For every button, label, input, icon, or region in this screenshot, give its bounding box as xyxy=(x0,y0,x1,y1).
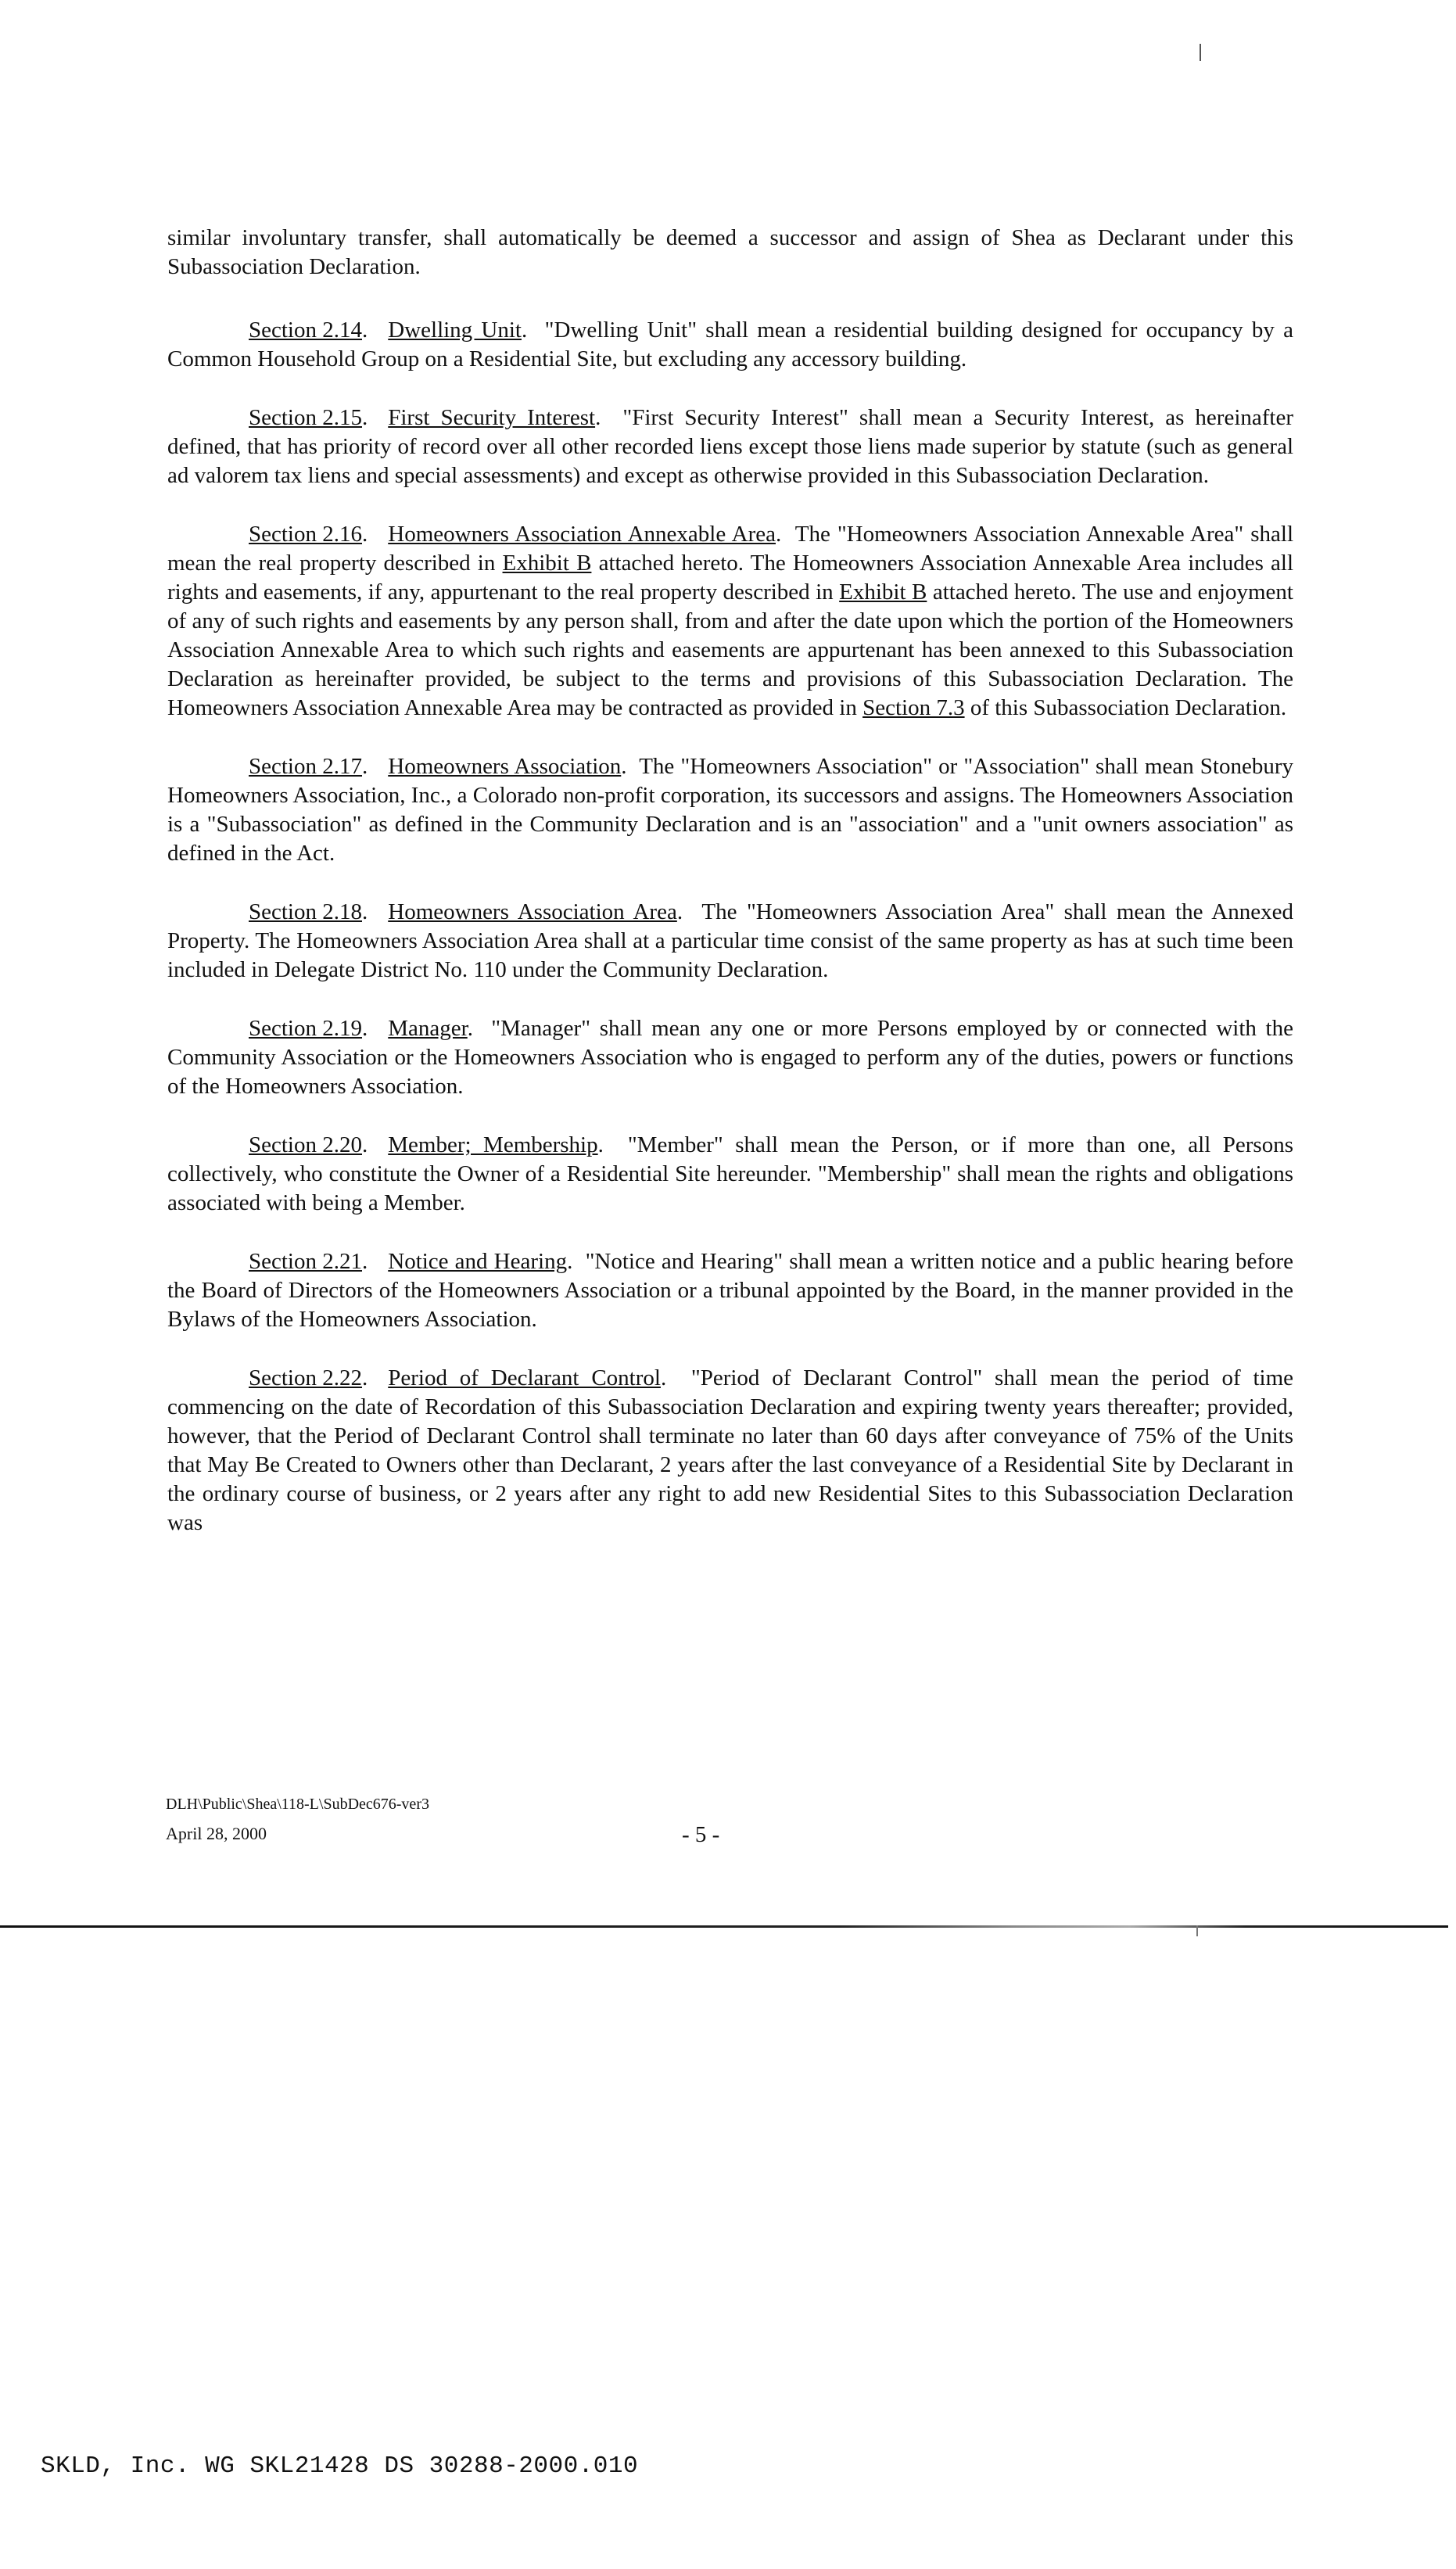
continuation-paragraph xyxy=(167,224,1293,282)
exhibit-b-reference: Exhibit B xyxy=(502,551,592,576)
section-2-22: Section 2.22. Period of Declarant Control. "Period of Declarant Control" shall mean the period of time commencing on the date of Recordation of this Subassociation Declaration and expiring twenty years thereafter; provided, however, that the Period of Declarant Control shall terminate no later than 60 days after conveyance of 75% of the Units that May Be Created to Owners other than Declarant, 2 years after the last conveyance of a Residential Site by Declarant in the ordinary course of business, or 2 years after any right to add new Residential Sites to this Subassociation Declaration was xyxy=(167,1365,1294,1535)
section-text: "Notice and Hearing" shall mean a written notice and a public hearing before the Board of Directors of the Homeowners Association or a tribunal appointed by the Board, in the manner provided in the Bylaws of the Homeowners Association. xyxy=(167,1249,1294,1332)
section-number: Section 2.20 xyxy=(249,1132,362,1157)
section-text: "Dwelling Unit" shall mean a residential building designed for occupancy by a Common Household Group on a Residential Site, but excluding any accessory building. xyxy=(167,318,1293,371)
section-text: "Manager" shall mean any one or more Persons employed by or connected with the Community Association or the Homeowners Association who is engaged to perform any of the duties, powers or functions of the Homeowners Association. xyxy=(167,1016,1293,1099)
section-2-18: Section 2.18. Homeowners Association Area. The "Homeowners Association Area" shall mean the Annexed Property. The Homeowners Association Area shall at a particular time consist of the same property as has at such time been included in Delegate District No. 110 under the Community Declaration. xyxy=(167,899,1293,982)
footer-file-path: DLH\Public\Shea\118-L\SubDec676-ver3 xyxy=(166,1796,429,1813)
defined-term: Homeowners Association Annexable Area xyxy=(388,522,776,547)
section-text: The "Homeowners Association" or "Association" shall mean Stonebury Homeowners Association, Inc., a Colorado non-profit corporation, its successors and assigns. The Homeowners Association is a "Subassociation" as defined in the Community Declaration and is an "association" and a "unit owners association" as defined in the Act. xyxy=(167,754,1293,866)
section-number: Section 2.14 xyxy=(249,318,362,343)
section-number: Section 2.19 xyxy=(249,1016,362,1041)
exhibit-b-reference: Exhibit B xyxy=(839,579,927,605)
defined-term: Dwelling Unit xyxy=(388,318,522,343)
recording-stamp: SKLD, Inc. WG SKL21428 DS 30288-2000.010 xyxy=(41,2452,639,2480)
continuation-text: similar involuntary transfer, shall automatically be deemed a successor and assign of Shea as Declarant under this Subassociation Declaration. xyxy=(167,225,1293,279)
section-text: of this Subassociation Declaration. xyxy=(970,695,1287,720)
section-text: The "Homeowners Association Area" shall mean the Annexed Property. The Homeowners Association Area shall at a particular time consist of the same property as has at such time been included in Delegate District No. 110 under the Community Declaration. xyxy=(167,899,1293,982)
divider-tick-mark xyxy=(1196,1925,1198,1936)
section-text: attached hereto. The Homeowners Association Annexable Area includes all rights and easements, if any, appurtenant to the real property described in xyxy=(167,551,1294,605)
page-divider-line xyxy=(0,1925,1448,1928)
page-number: - 5 - xyxy=(682,1822,720,1847)
section-2-19: Section 2.19. Manager. "Manager" shall mean any one or more Persons employed by or connected with the Community Association or the Homeowners Association who is engaged to perform any of the duties, powers or functions of the Homeowners Association. xyxy=(167,1016,1293,1099)
defined-term: Member; Membership xyxy=(388,1132,598,1157)
section-number: Section 2.17 xyxy=(249,754,362,779)
defined-term: Period of Declarant Control xyxy=(388,1365,661,1390)
defined-term: Manager xyxy=(388,1016,468,1041)
section-7-3-reference: Section 7.3 xyxy=(862,695,965,720)
section-number: Section 2.22 xyxy=(249,1365,362,1390)
defined-term: Homeowners Association xyxy=(388,754,622,779)
section-2-21: Section 2.21. Notice and Hearing. "Notice and Hearing" shall mean a written notice and a public hearing before the Board of Directors of the Homeowners Association or a tribunal appointed by the Board, in the manner provided in the Bylaws of the Homeowners Association. xyxy=(167,1249,1294,1332)
section-number: Section 2.18 xyxy=(249,899,362,924)
footer-date: April 28, 2000 xyxy=(166,1824,267,1843)
section-2-16: Section 2.16. Homeowners Association Annexable Area. The "Homeowners Association Annexable Area" shall mean the real property described in Exhibit B attached hereto. The Homeowners Association Annexable Area includes all rights and easements, if any, appurtenant to the real property described in Exhibit B attached hereto. The use and enjoyment of any of such rights and easements by any person shall, from and after the date upon which the portion of the Homeowners Association Annexable Area to which such rights and easements are appurtenant has been annexed to this Subassociation Declaration as hereinafter provided, be subject to the terms and provisions of this Subassociation Declaration. The Homeowners Association Annexable Area may be contracted as provided in Section 7.3 of this Subassociation Declaration. xyxy=(167,522,1294,720)
document-body xyxy=(167,224,1293,1567)
scan-tick-mark xyxy=(1200,44,1201,61)
section-2-20: Section 2.20. Member; Membership. "Member" shall mean the Person, or if more than one, all Persons collectively, who constitute the Owner of a Residential Site hereunder. "Membership" shall mean the rights and obligations associated with being a Member. xyxy=(167,1132,1293,1215)
defined-term: Homeowners Association Area xyxy=(388,899,677,924)
section-text: "Member" shall mean the Person, or if more than one, all Persons collectively, who constitute the Owner of a Residential Site hereunder. "Membership" shall mean the rights and obligations associated with being a Member. xyxy=(167,1132,1293,1215)
defined-term: Notice and Hearing xyxy=(388,1249,568,1274)
section-text: attached hereto. The use and enjoyment of any of such rights and easements by any person shall, from and after the date upon which the portion of the Homeowners Association Annexable Area to which such rights and easements are appurtenant has been annexed to this Subassociation Declaration as hereinafter provided, be subject to the terms and provisions of this Subassociation Declaration. The Homeowners Association Annexable Area may be contracted as provided in xyxy=(167,579,1293,720)
section-2-14: Section 2.14. Dwelling Unit. "Dwelling Unit" shall mean a residential building designed for occupancy by a Common Household Group on a Residential Site, but excluding any accessory building. xyxy=(167,318,1293,371)
section-number: Section 2.16 xyxy=(249,522,362,547)
section-text: The "Homeowners Association Annexable Area" shall mean the real property described in xyxy=(167,522,1294,576)
section-2-17: Section 2.17. Homeowners Association. The "Homeowners Association" or "Association" shall mean Stonebury Homeowners Association, Inc., a Colorado non-profit corporation, its successors and assigns. The Homeowners Association is a "Subassociation" as defined in the Community Declaration and is an "association" and a "unit owners association" as defined in the Act. xyxy=(167,754,1293,866)
section-text: "First Security Interest" shall mean a Security Interest, as hereinafter defined, that has priority of record over all other recorded liens except those liens made superior by statute (such as general ad valorem tax liens and special assessments) and except as otherwise provided in this Subassociation Declaration. xyxy=(167,405,1293,488)
defined-term: First Security Interest xyxy=(388,405,596,430)
section-number: Section 2.15 xyxy=(249,405,362,430)
section-2-15: Section 2.15. First Security Interest. "First Security Interest" shall mean a Security Interest, as hereinafter defined, that has priority of record over all other recorded liens except those liens made superior by statute (such as general ad valorem tax liens and special assessments) and except as otherwise provided in this Subassociation Declaration. xyxy=(167,405,1293,488)
section-text: "Period of Declarant Control" shall mean the period of time commencing on the date of Recordation of this Subassociation Declaration and expiring twenty years thereafter; provided, however, that the Period of Declarant Control shall terminate no later than 60 days after conveyance of 75% of the Units that May Be Created to Owners other than Declarant, 2 years after the last conveyance of a Residential Site by Declarant in the ordinary course of business, or 2 years after any right to add new Residential Sites to this Subassociation Declaration was xyxy=(167,1365,1294,1535)
section-number: Section 2.21 xyxy=(249,1249,362,1274)
